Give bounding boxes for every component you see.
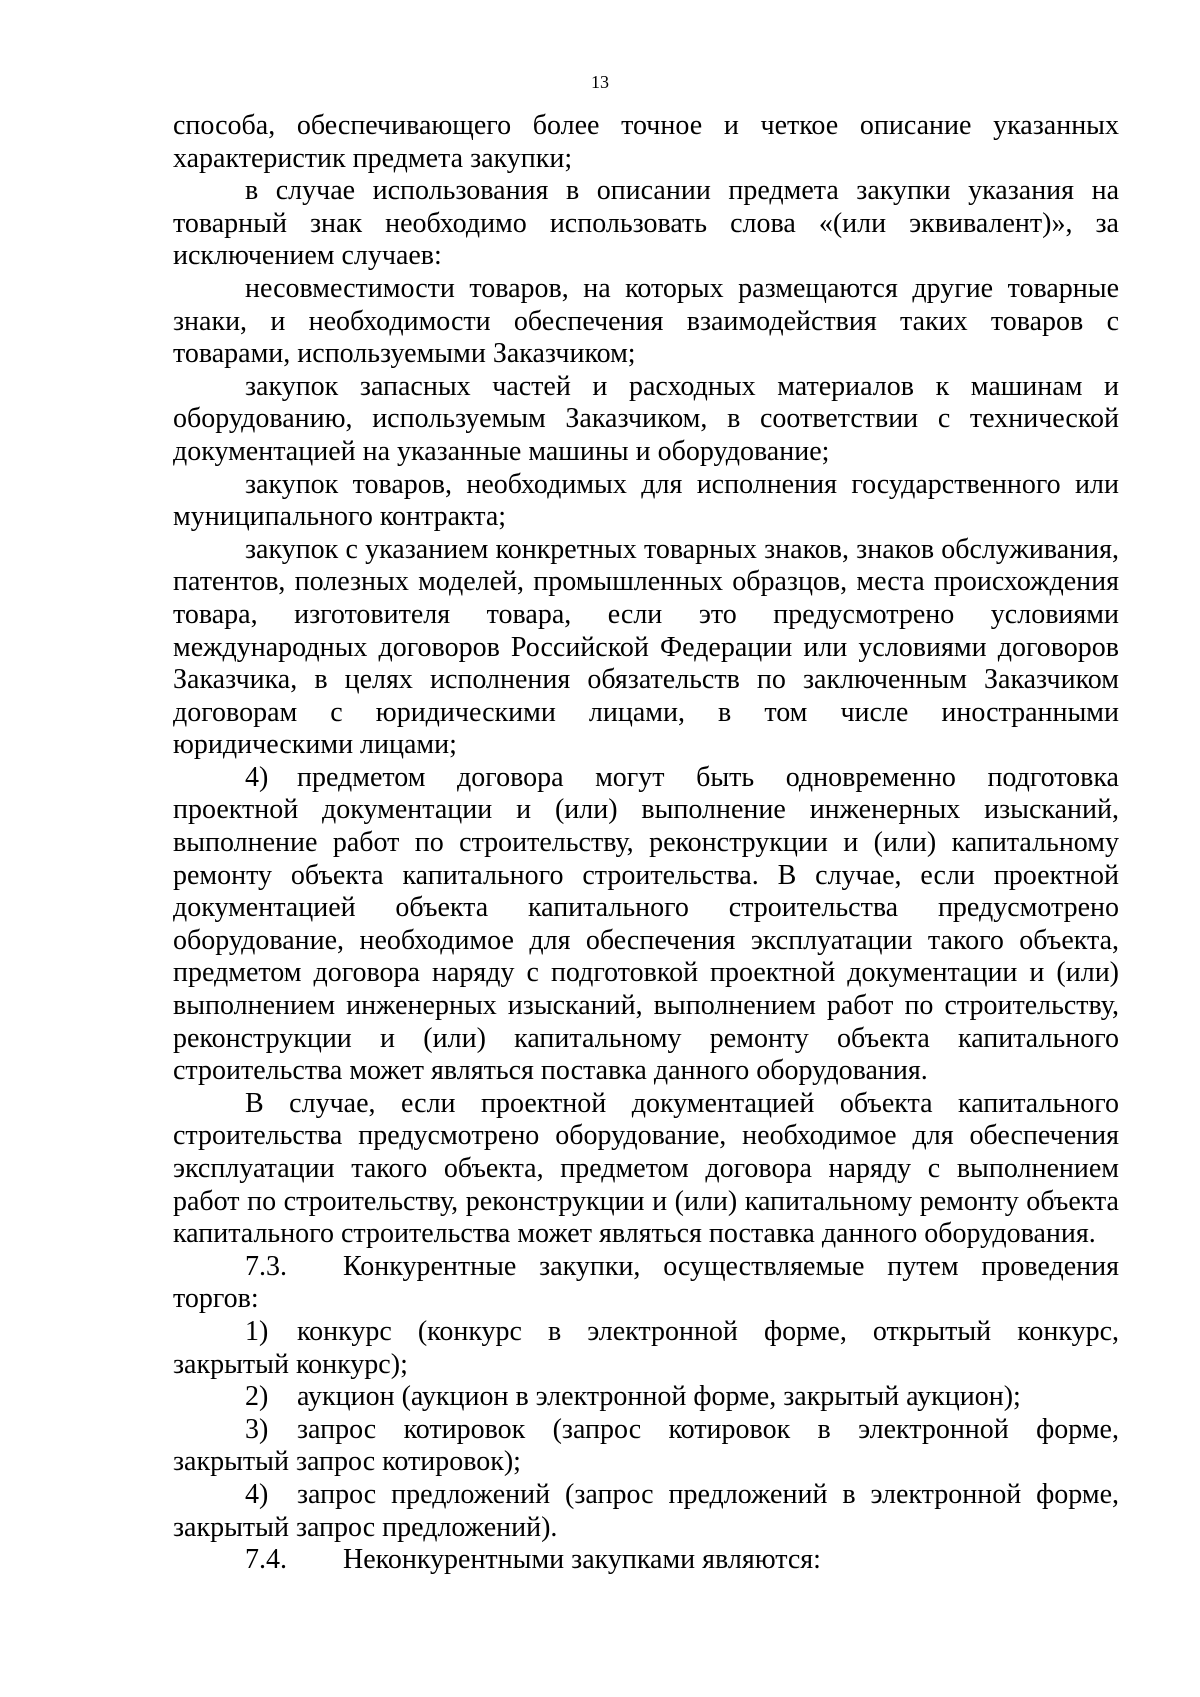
paragraph-text: конкурс (конкурс в электронной форме, открытый конкурс, закрытый конкурс); <box>173 1315 1119 1380</box>
paragraph-text: Неконкурентными закупками являются: <box>343 1544 821 1576</box>
paragraph <box>173 1381 1119 1414</box>
item-number: 4) <box>245 1478 269 1510</box>
paragraph-text: запрос котировок (запрос котировок в электронной форме, закрытый запрос котировок); <box>173 1413 1119 1478</box>
paragraph <box>173 175 1119 273</box>
item-number: 7.4. <box>245 1544 287 1576</box>
paragraph-text: аукцион (аукцион в электронной форме, закрытый аукцион); <box>297 1381 1021 1413</box>
paragraph-text: в случае использования в описании предмета закупки указания на товарный знак необходимо использовать слова «(или эквивалент)», за исключением случаев: <box>173 175 1119 272</box>
paragraph-text: несовместимости товаров, на которых размещаются другие товарные знаки, и необходимости обеспечения взаимодействия таких товаров с товарами, используемыми Заказчиком; <box>173 272 1119 370</box>
paragraph <box>173 534 1119 762</box>
paragraph-text: В случае, если проектной документацией объекта капитального строительства предусмотрено оборудование, необходимое для обеспечения эксплуатации такого объекта, предметом договора наряду с выполнением работ по строительству, реконструкции и (или) капитальному ремонту объекта капитального строительства может являться поставка данного оборудования. <box>173 1087 1119 1250</box>
paragraph <box>173 1544 1119 1577</box>
paragraph <box>173 1088 1119 1251</box>
paragraph <box>173 1316 1119 1381</box>
paragraph-text: закупок с указанием конкретных товарных знаков, знаков обслуживания, патентов, полезных моделей, промышленных образцов, места происхождения товара, изготовителя товара, если это предусмотрено условиями международных договоров Российской Федерации или условиями договоров Заказчика, в целях исполнения обязательств по заключенным Заказчиком договорам с юридическими лицами, в том числе иностранными юридическими лицами; <box>173 533 1119 761</box>
page-number: 13 <box>591 72 609 92</box>
paragraph <box>173 1414 1119 1479</box>
paragraph <box>173 469 1119 534</box>
paragraph-text: закупок запасных частей и расходных материалов к машинам и оборудованию, используемым Заказчиком, в соответствии с технической документацией на указанные машины и оборудование; <box>173 370 1119 467</box>
item-number: 2) <box>245 1381 269 1413</box>
paragraph-text: предметом договора могут быть одновременно подготовка проектной документации и (или) выполнение инженерных изысканий, выполнение работ по строительству, реконструкции и (или) капитальному ремонту объекта капитального строительства. В случае, если проектной документацией объекта капитального строительства предусмотрено оборудование, необходимое для обеспечения эксплуатации такого объекта, предметом договора наряду с подготовкой проектной документации и (или) выполнением инженерных изысканий, выполнением работ по строительству, реконструкции и (или) капитальному ремонту объекта капитального строительства может являться поставка данного оборудования. <box>173 761 1119 1087</box>
paragraph <box>173 762 1119 1088</box>
paragraph-text: Конкурентные закупки, осуществляемые путем проведения торгов: <box>173 1250 1119 1315</box>
item-number: 4) <box>245 761 269 793</box>
paragraph <box>173 273 1119 371</box>
paragraph-text: закупок товаров, необходимых для исполнения государственного или муниципального контракта; <box>173 468 1119 533</box>
item-number: 7.3. <box>245 1250 287 1282</box>
paragraph <box>173 371 1119 469</box>
paragraph <box>173 1479 1119 1544</box>
item-number: 1) <box>245 1315 269 1347</box>
paragraph-text: запрос предложений (запрос предложений в электронной форме, закрытый запрос предложений). <box>173 1478 1119 1543</box>
item-number: 3) <box>245 1413 269 1445</box>
document-body <box>173 110 1119 1577</box>
paragraph-text: способа, обеспечивающего более точное и четкое описание указанных характеристик предмета закупки; <box>173 110 1119 174</box>
paragraph <box>173 110 1119 175</box>
paragraph <box>173 1251 1119 1316</box>
